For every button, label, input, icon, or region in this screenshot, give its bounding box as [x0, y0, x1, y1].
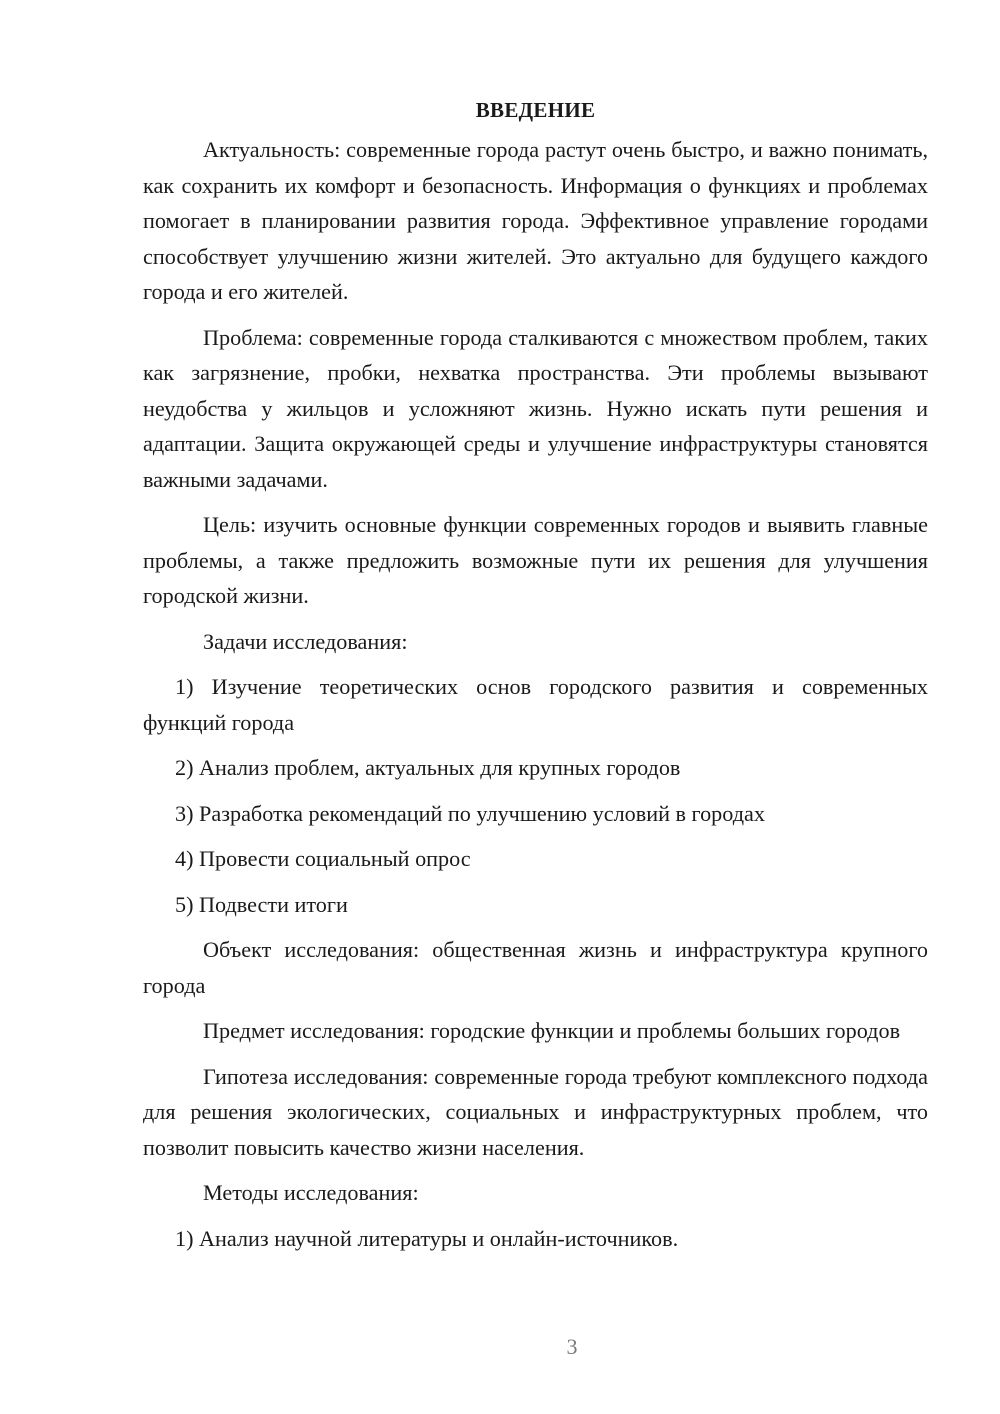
method-item: 1) Анализ научной литературы и онлайн-источников. [175, 1225, 679, 1251]
task-item: 1) Изучение теоретических основ городского развития и современных функций города [143, 674, 928, 735]
task-item: 4) Провести социальный опрос [175, 846, 471, 871]
paragraph-object: Объект исследования: общественная жизнь и инфраструктура крупного города [143, 937, 928, 998]
paragraph-goal: Цель: изучить основные функции современных городов и выявить главные проблемы, а также предложить возможные пути их решения для улучшения городской жизни. [143, 512, 928, 608]
paragraph-subject: Предмет исследования: городские функции и проблемы больших городов [203, 1018, 901, 1043]
tasks-heading: Задачи исследования: [203, 628, 408, 654]
methods-heading: Методы исследования: [203, 1180, 419, 1205]
task-item: 3) Разработка рекомендаций по улучшению условий в городах [175, 800, 765, 826]
paragraph-relevance: Актуальность: современные города растут очень быстро, и важно понимать, как сохранить их комфорт и безопасность. Информация о функциях и проблемах помогает в планировании развития города. Эффективное управление городами способствует улучшению жизни жителей. Это актуально для будущего каждого города и его жителей. [143, 137, 928, 304]
section-title: ВВЕДЕНИЕ [475, 98, 596, 122]
page-number: 3 [566, 1334, 578, 1359]
paragraph-hypothesis: Гипотеза исследования: современные города требуют комплексного подхода для решения экологических, социальных и инфраструктурных проблем, что позволит повысить качество жизни населения. [143, 1063, 928, 1160]
page-content [143, 92, 928, 1266]
task-item: 2) Анализ проблем, актуальных для крупных городов [175, 755, 681, 780]
paragraph-problem: Проблема: современные города сталкиваются с множеством проблем, таких как загрязнение, пробки, нехватка пространства. Эти проблемы вызывают неудобства у жильцов и усложняют жизнь. Нужно искать пути решения и адаптации. Защита окружающей среды и улучшение инфраструктуры становятся важными задачами. [143, 324, 928, 492]
task-item: 5) Подвести итоги [175, 891, 348, 917]
